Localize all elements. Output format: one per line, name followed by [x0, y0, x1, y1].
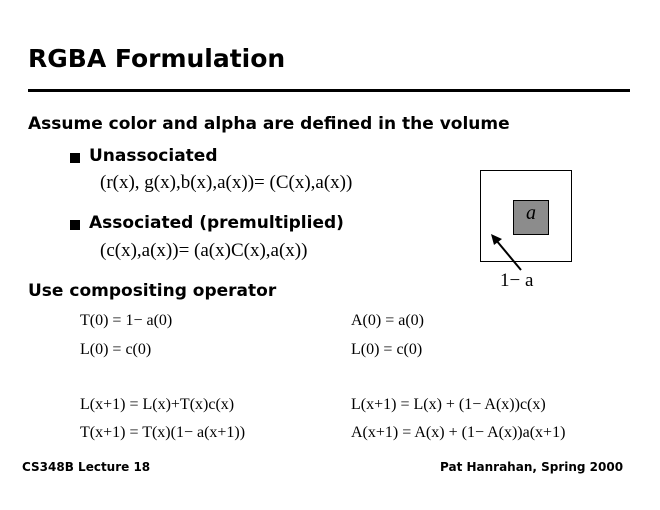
- equation-right-2: L(0) = c(0): [351, 341, 423, 358]
- equation-right-3: L(x+1) = L(x) + (1− A(x))c(x): [351, 396, 546, 413]
- title-divider: [28, 89, 630, 92]
- footer-course: CS348B Lecture 18: [22, 460, 151, 474]
- slide-title: RGBA Formulation: [28, 44, 286, 73]
- equation-right-1: A(0) = a(0): [351, 312, 424, 329]
- arrow-icon: [488, 232, 524, 272]
- bullet-square-icon: [70, 153, 80, 163]
- equation-left-4: T(x+1) = T(x)(1− a(x+1)): [80, 424, 246, 441]
- one-minus-alpha-label: 1− a: [500, 270, 534, 291]
- bullet-associated: Associated (premultiplied): [89, 213, 344, 233]
- inner-alpha-label: a: [526, 202, 536, 224]
- bullet-unassociated: Unassociated: [89, 146, 218, 166]
- statement-line: Assume color and alpha are defined in the volume: [28, 114, 510, 134]
- equation-right-4: A(x+1) = A(x) + (1− A(x))a(x+1): [351, 424, 566, 441]
- bullet-square-icon: [70, 220, 80, 230]
- formula-associated: (c(x),a(x))= (a(x)C(x),a(x)): [100, 240, 308, 261]
- equation-left-1: T(0) = 1− a(0): [80, 312, 173, 329]
- formula-unassociated: (r(x), g(x),b(x),a(x))= (C(x),a(x)): [100, 172, 353, 193]
- compositing-heading: Use compositing operator: [28, 281, 277, 301]
- equation-left-3: L(x+1) = L(x)+T(x)c(x): [80, 396, 235, 413]
- footer-author: Pat Hanrahan, Spring 2000: [440, 460, 624, 474]
- equation-left-2: L(0) = c(0): [80, 341, 152, 358]
